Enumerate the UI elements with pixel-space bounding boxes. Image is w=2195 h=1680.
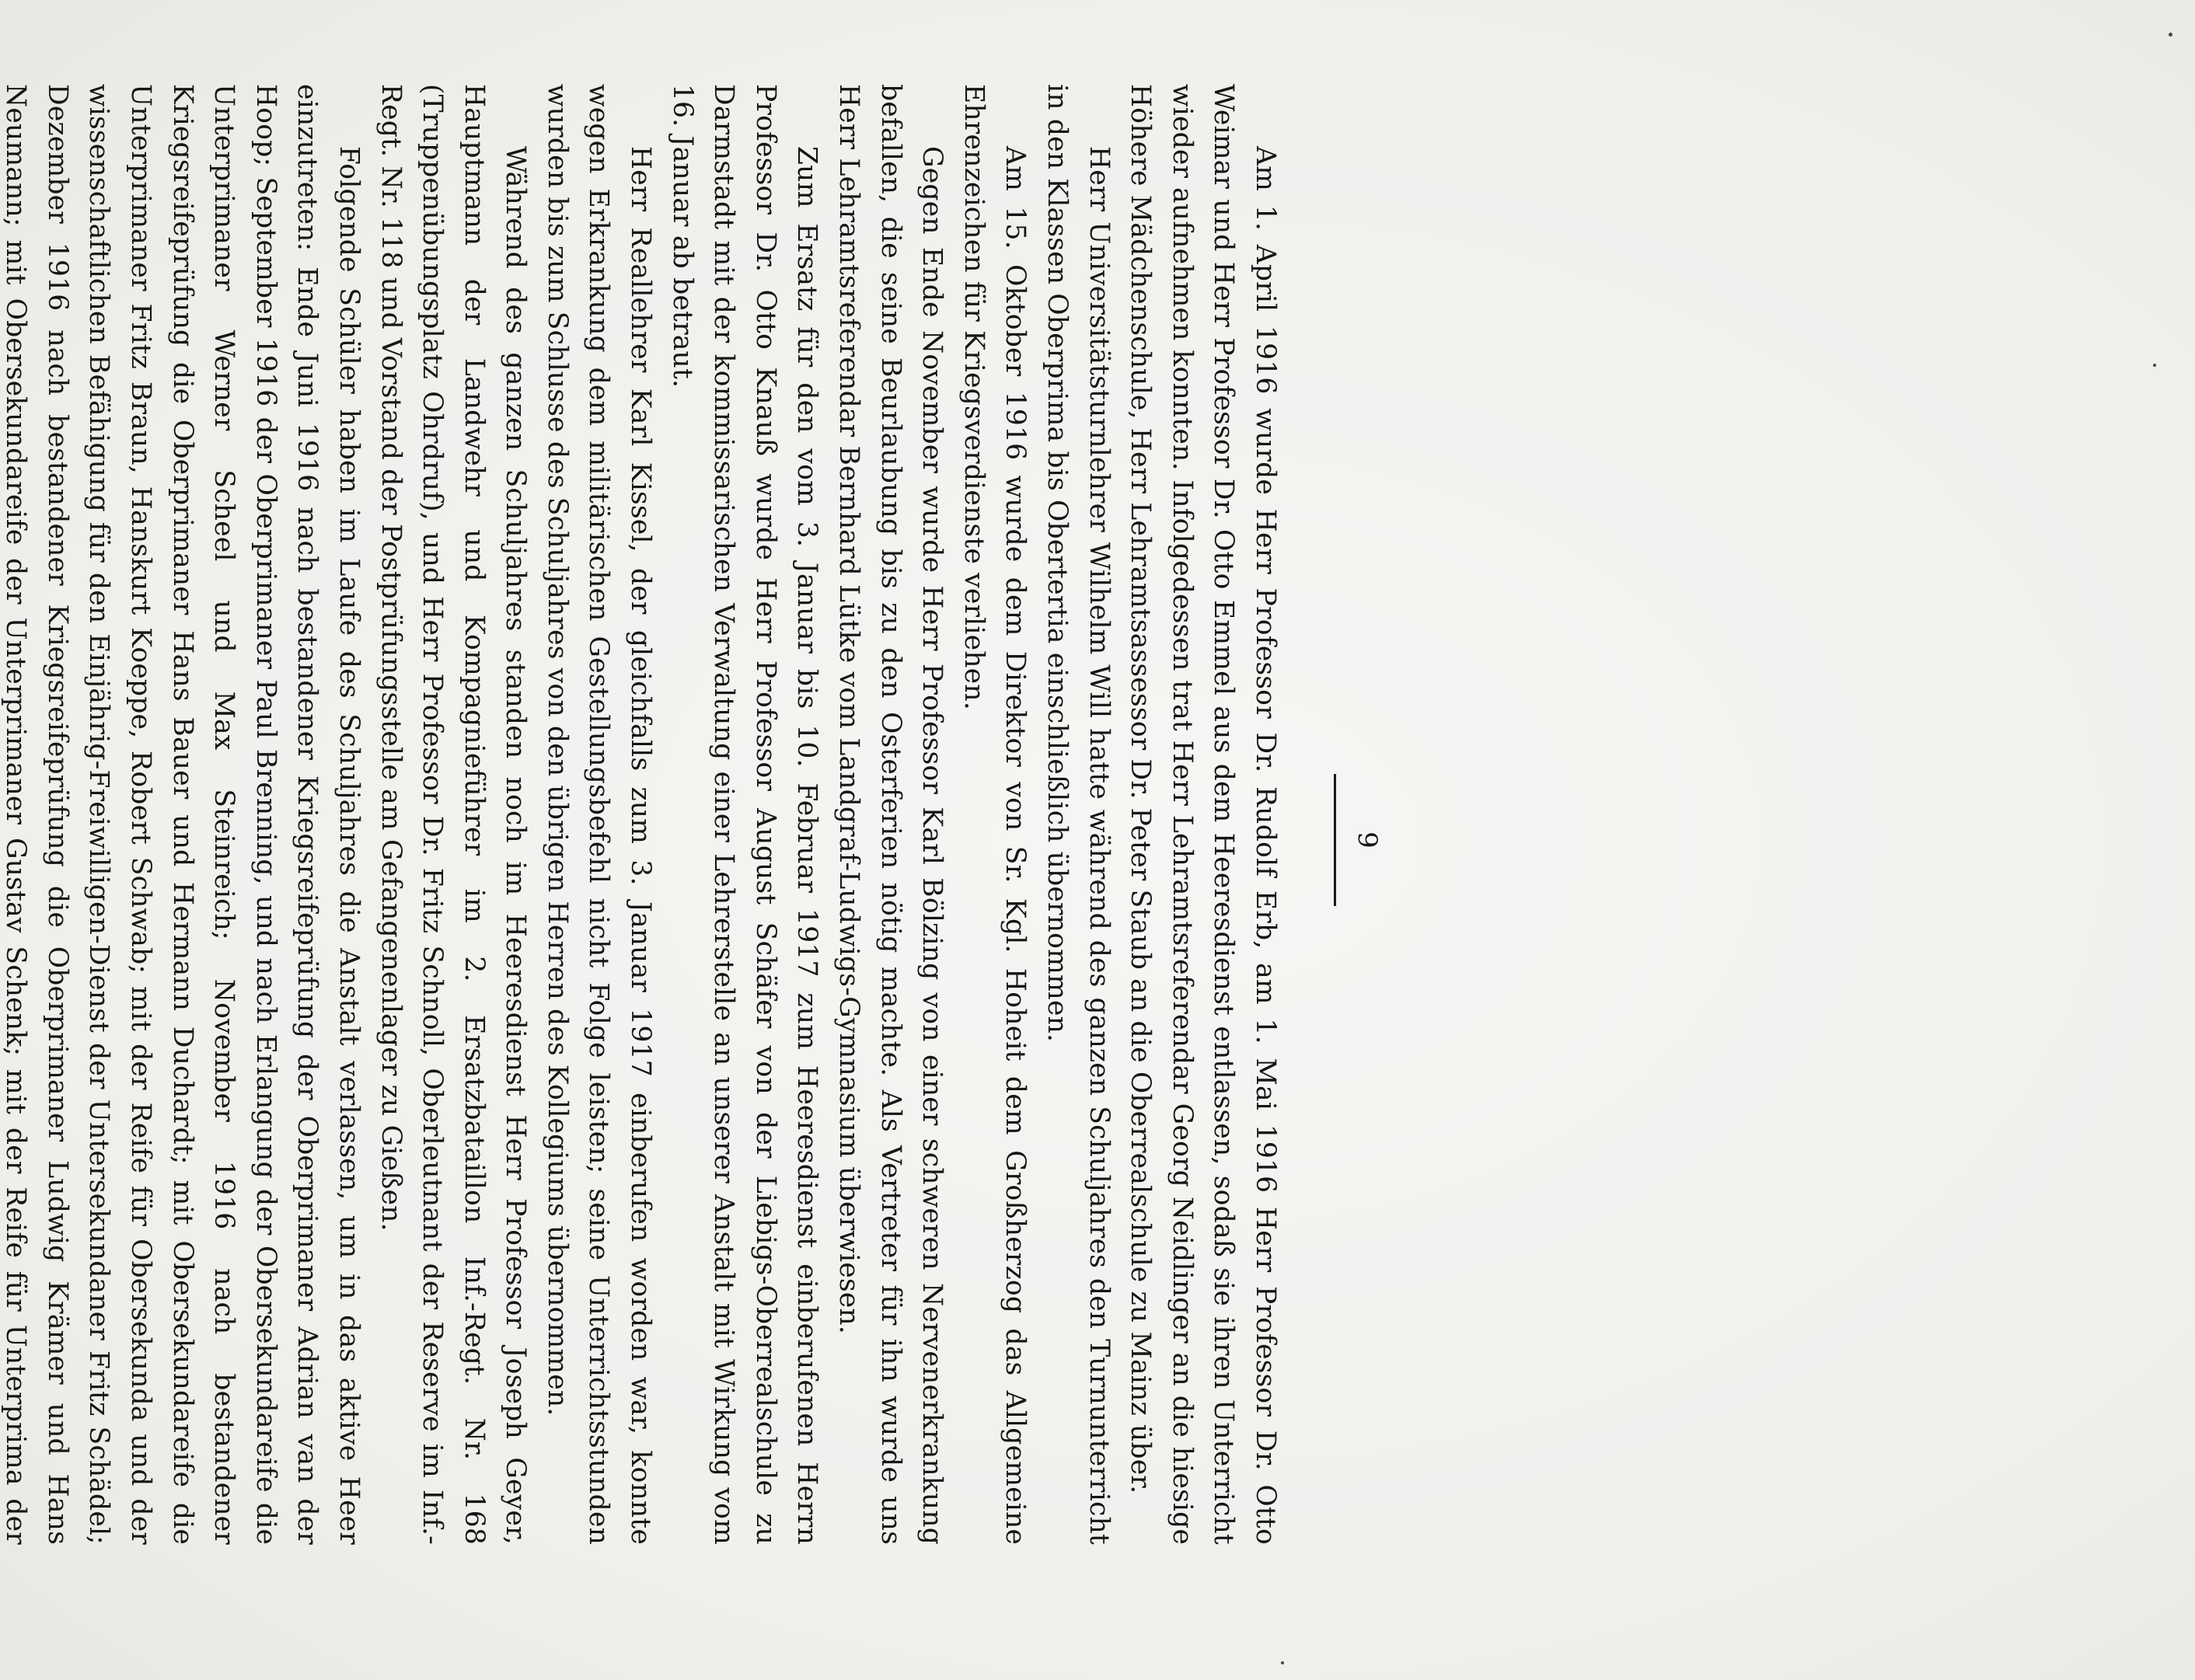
paragraph: Gegen Ende November wurde Herr Professor Karl Bölzing von einer schweren Nervenerkrankung befallen, die seine Beurlaubung bis zu den Osterferien nötig machte. Als Vertreter für ihn wurde uns Herr Lehramtsreferendar Bernhard Lütke vom Landgraf-Ludwigs-Gymnasium überwiesen. — [833, 84, 948, 1545]
paragraph: Am 1. April 1916 wurde Herr Professor Dr. Rudolf Erb, am 1. Mai 1916 Herr Professor Dr. Otto Weimar und Herr Professor Dr. Otto Emmel aus dem Heeresdienst entlassen, sodaß sie ihren Unterricht wieder aufnehmen konnten. Infolgedessen trat Herr Lehramtsreferendar Georg Neidlinger an die hiesige Höhere Mädchenschule, Herr Lehramtsassessor Dr. Peter Staub an die Oberrealschule zu Mainz über. — [1125, 84, 1281, 1545]
paragraph: Zum Ersatz für den vom 3. Januar bis 10. Februar 1917 zum Heeresdienst einberufenen Herrn Professor Dr. Otto Knauß wurde Herr Professor August Schäfer von der Liebigs-Oberrealschule zu Darmstadt mit der kommissarischen Verwaltung einer Lehrerstelle an unserer Anstalt mit Wirkung vom 16. Januar ab betraut. — [666, 84, 823, 1545]
paragraph: Folgende Schüler haben im Laufe des Schuljahres die Anstalt verlassen, um in das aktive Heer einzutreten: Ende Juni 1916 nach bestandener Kriegsreifeprüfung der Oberprimaner Adrian van der Hoop; September 1916 der Oberprimaner Paul Brenning, und nach Erlangung der Obersekundareife die Unterprimaner Werner Scheel und Max Steinreich; November 1916 nach bestandener Kriegsreifeprüfung die Oberprimaner Hans Bauer und Hermann Duchardt; mit Obersekundareife die Unterprimaner Fritz Braun, Hanskurt Koeppe, Robert Schwab; mit der Reife für Obersekunda und der wissenschaftlichen Befähigung für den Einjährig-Freiwilligen-Dienst der Untersekundaner Fritz Schädel; Dezember 1916 nach bestandener Kriegsreifeprüfung die Oberprimaner Ludwig Krämer und Hans Neumann; mit Obersekundareife der Unterprimaner Gustav Schenk; mit der Reife für Unterprima der — [0, 84, 365, 1545]
page-header — [1334, 0, 1383, 1680]
page-body — [0, 84, 1286, 1545]
paragraph: Herr Universitätsturnlehrer Wilhelm Will hatte während des ganzen Schuljahres den Turnunterricht in den Klassen Oberprima bis Obertertia einschließlich übernommen. — [1042, 84, 1115, 1545]
paragraph: Während des ganzen Schuljahres standen noch im Heeresdienst Herr Professor Joseph Geyer, Hauptmann der Landwehr und Kompagnieführer im 2. Ersatzbataillon Inf.-Regt. Nr. 168 (Truppenübungsplatz Ohrdruf), und Herr Professor Dr. Fritz Schnoll, Oberleutnant der Reserve im Inf.-Regt. Nr. 118 und Vorstand der Postprüfungsstelle am Gefangenenlager zu Gießen. — [375, 84, 532, 1545]
page-number: 9 — [1352, 831, 1383, 849]
paragraph: Herr Reallehrer Karl Kissel, der gleichfalls zum 3. Januar 1917 einberufen worden war, konnte wegen Erkrankung dem militärischen Gestellungsbefehl nicht Folge leisten; seine Unterrichtsstunden wurden bis zum Schlusse des Schuljahres von den übrigen Herren des Kollegiums übernommen. — [541, 84, 657, 1545]
paragraph: Am 15. Oktober 1916 wurde dem Direktor von Sr. Kgl. Hoheit dem Großherzog das Allgemeine Ehrenzeichen für Kriegsverdienste verliehen. — [958, 84, 1031, 1545]
header-rule — [1334, 774, 1336, 906]
